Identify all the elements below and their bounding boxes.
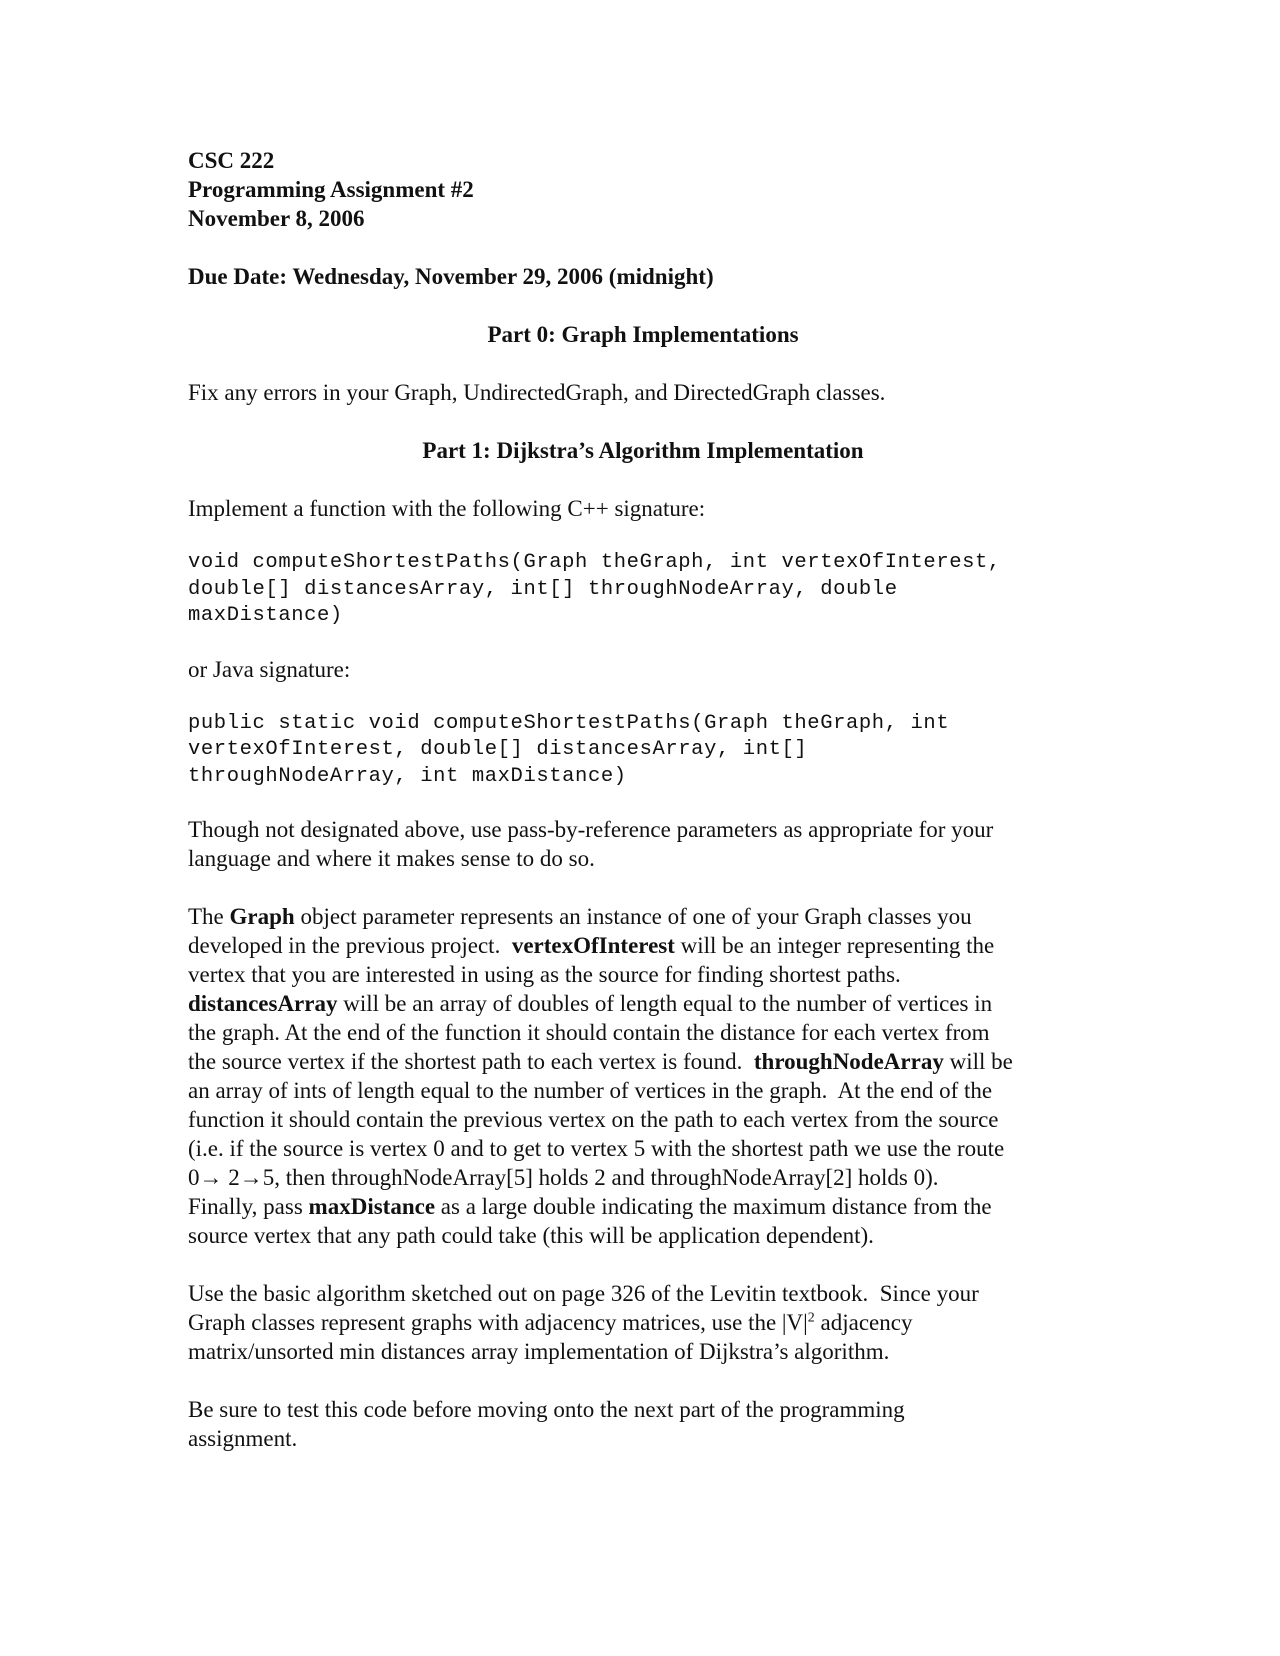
keyword-graph: Graph [229, 904, 295, 929]
paragraph-line: 0→ 2→5, then throughNodeArray[5] holds 2 and throughNodeArray[2] holds 0). [188, 1165, 939, 1190]
paragraph-line [188, 931, 1098, 960]
part1-heading: Part 1: Dijkstra’s Algorithm Implementation [422, 438, 864, 463]
paragraph-line [188, 1047, 1098, 1076]
code-line: public static void computeShortestPaths(Graph theGraph, int [188, 711, 950, 735]
text-span: Finally, pass [188, 1194, 309, 1219]
paragraph-line: source vertex that any path could take (this will be application dependent). [188, 1223, 874, 1248]
keyword-throughnodearray: throughNodeArray [753, 1049, 944, 1074]
text-span: will be [943, 1049, 1013, 1074]
text-span: will be an array of doubles of length equal to the number of vertices in [337, 991, 993, 1016]
paragraph-line [188, 1308, 1098, 1337]
java-intro: or Java signature: [188, 656, 351, 682]
text-span: as a large double indicating the maximum distance from the [435, 1194, 992, 1219]
code-line: throughNodeArray, int maxDistance) [188, 764, 627, 788]
java-signature [188, 711, 1098, 791]
text-span: object parameter represents an instance of one of your Graph classes you [294, 904, 972, 929]
course-title: CSC 222 [188, 148, 275, 173]
paragraph-line [188, 989, 1098, 1018]
text-span: adjacency [814, 1310, 913, 1335]
paragraph-line: vertex that you are interested in using as the source for finding shortest paths. [188, 962, 901, 987]
superscript: 2 [807, 1310, 815, 1326]
paragraph-line: language and where it makes sense to do so. [188, 846, 595, 871]
keyword-maxdistance: maxDistance [308, 1194, 436, 1219]
text-span: Graph classes represent graphs with adjacency matrices, use the |V| [188, 1310, 808, 1335]
paragraph-line: Be sure to test this code before moving onto the next part of the programming [188, 1397, 905, 1422]
keyword-vertexofinterest: vertexOfInterest [511, 933, 675, 958]
code-line: maxDistance) [188, 604, 343, 627]
assignment-date: November 8, 2006 [188, 206, 365, 231]
cpp-intro: Implement a function with the following C++ signature: [188, 496, 706, 521]
code-line: vertexOfInterest, double[] distancesArray, int[] [188, 738, 808, 761]
paragraph-line: Use the basic algorithm sketched out on page 326 of the Levitin textbook. Since your [188, 1281, 979, 1306]
paragraph-line: function it should contain the previous vertex on the path to each vertex from the source [188, 1107, 999, 1132]
header-block [188, 146, 1098, 233]
text-span: the source vertex if the shortest path to each vertex is found. [188, 1049, 754, 1074]
document-page [188, 146, 1098, 1453]
pass-by-reference-paragraph [188, 815, 1098, 873]
cpp-signature [188, 550, 1098, 630]
text-span: will be an integer representing the [674, 933, 995, 958]
paragraph-line: an array of ints of length equal to the number of vertices in the graph. At the end of the [188, 1078, 993, 1103]
text-span: The [188, 904, 230, 929]
paragraph-line: assignment. [188, 1426, 298, 1451]
paragraph-line: (i.e. if the source is vertex 0 and to get to vertex 5 with the shortest path we use the route [188, 1136, 1005, 1161]
assignment-title: Programming Assignment #2 [188, 177, 474, 202]
paragraph-line: matrix/unsorted min distances array implementation of Dijkstra’s algorithm. [188, 1339, 890, 1364]
paragraph-line [188, 1192, 1098, 1221]
code-line: void computeShortestPaths(Graph theGraph, int vertexOfInterest, [188, 551, 1001, 574]
code-line: double[] distancesArray, int[] throughNodeArray, double [188, 577, 898, 601]
algorithm-paragraph [188, 1279, 1098, 1366]
paragraph-line [188, 902, 1098, 931]
part0-text: Fix any errors in your Graph, UndirectedGraph, and DirectedGraph classes. [188, 380, 886, 405]
parameters-paragraph [188, 902, 1098, 1250]
due-date: Due Date: Wednesday, November 29, 2006 (midnight) [188, 264, 714, 289]
text-span: developed in the previous project. [188, 933, 512, 958]
paragraph-line: Though not designated above, use pass-by-reference parameters as appropriate for your [188, 817, 994, 842]
part0-heading: Part 0: Graph Implementations [487, 322, 799, 347]
testing-paragraph [188, 1395, 1098, 1453]
keyword-distancesarray: distancesArray [188, 991, 338, 1016]
paragraph-line: the graph. At the end of the function it should contain the distance for each vertex from [188, 1020, 990, 1045]
